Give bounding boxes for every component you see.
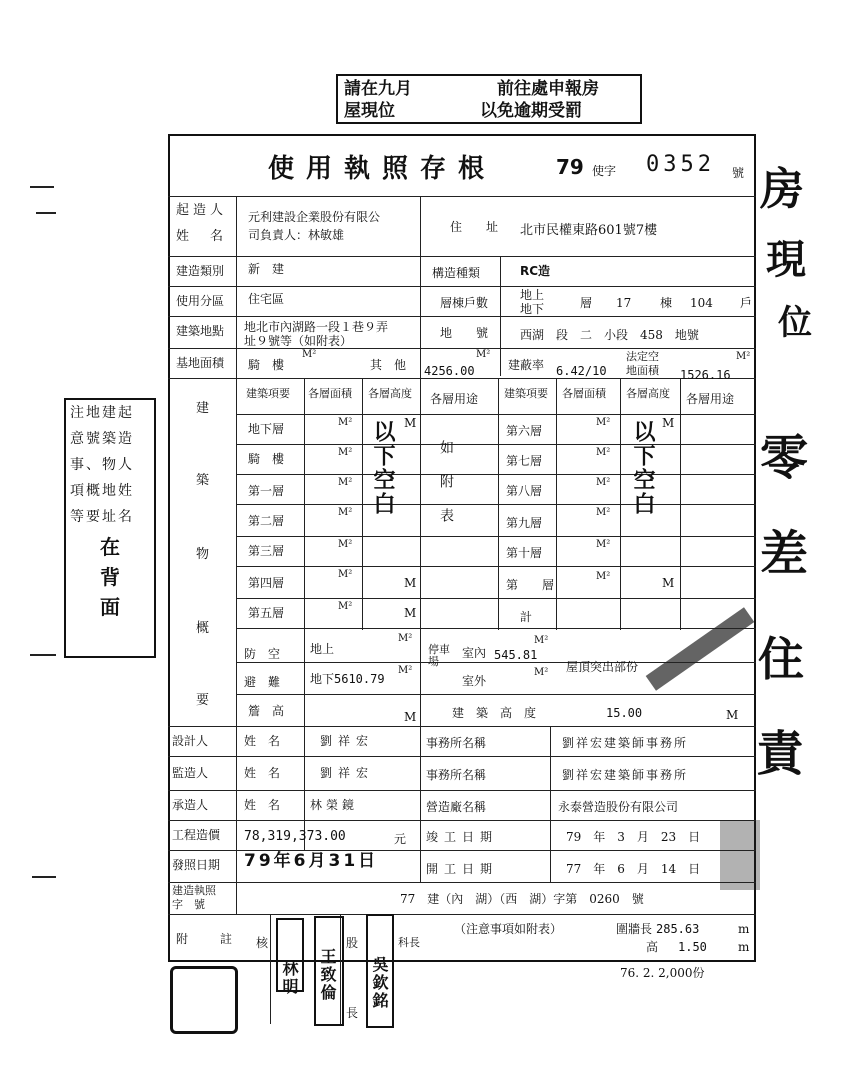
approval-name3: 吳欽銘 — [370, 956, 389, 1010]
left-floor-6: 第四層 — [248, 576, 285, 590]
designer-office: 劉祥宏建築師事務所 — [562, 736, 689, 750]
applicant-line1: 元利建設企業股份有限公 — [248, 210, 381, 224]
area-label: 基地面積 — [176, 356, 225, 370]
corner-seal — [170, 966, 238, 1034]
zone-label: 使用分區 — [176, 294, 225, 308]
unit-m: M — [404, 416, 417, 430]
unit-m2: M² — [338, 447, 353, 458]
floors-count: 17 — [616, 296, 632, 310]
header-area-left: 各層面積 — [308, 387, 352, 400]
legal-space-label2: 地面積 — [626, 364, 659, 377]
designer-name: 劉祥宏 — [320, 734, 375, 748]
left-floor-4: 第二層 — [248, 514, 285, 528]
permit-year: 79 — [556, 155, 584, 179]
designer-label: 設計人 — [172, 734, 209, 748]
site-label: 建築地點 — [176, 324, 225, 338]
shelter-above: 地上 — [310, 642, 335, 656]
household-unit: 戶 — [740, 296, 753, 310]
building-permit-label1: 建造執照 — [172, 884, 216, 897]
header-height-right: 各層高度 — [626, 387, 670, 400]
right-floor-2: 第七層 — [506, 454, 543, 468]
floors-below: 地下 — [520, 302, 545, 316]
unit-m2: M² — [338, 417, 353, 428]
blank-mark-right: 以下空白 — [630, 420, 656, 516]
shelter-label: 防空避難 — [244, 647, 293, 689]
left-floor-7: 第五層 — [248, 606, 285, 620]
contractor-name-label: 姓 名 — [244, 798, 281, 812]
unit-m2: M² — [338, 507, 353, 518]
unit-m2: M² — [534, 667, 549, 678]
attached-mark: 如附表 — [438, 440, 454, 542]
footer-print-count: 76. 2. 2,000份 — [620, 966, 705, 980]
unit-m2: M² — [596, 507, 611, 518]
margin-mark — [30, 186, 54, 188]
remark-note: （注意事項如附表） — [454, 922, 563, 936]
arcade-unit: M² — [302, 349, 317, 360]
unit-m: M — [662, 416, 675, 430]
left-floor-2: 騎 樓 — [248, 452, 285, 466]
left-box-line1: 注地建起 — [70, 405, 134, 421]
right-stamp-char7: 責 — [756, 726, 805, 782]
right-stamp-char4: 零 — [760, 430, 809, 486]
header-item-right: 建築項要 — [504, 387, 548, 400]
issue-label: 發照日期 — [172, 858, 221, 872]
permit-word: 使字 — [592, 164, 617, 178]
right-stamp-char5: 差 — [760, 526, 809, 582]
complete-date: 79 年 3 月 23 日 — [566, 830, 701, 844]
contractor-firm-label: 營造廠名稱 — [426, 800, 487, 814]
right-stamp-char1: 房 — [760, 164, 804, 215]
blank-mark-left: 以下空白 — [370, 420, 396, 516]
margin-mark — [32, 876, 56, 878]
height-label: 高 — [646, 940, 659, 954]
right-stamp-char3: 位 — [778, 303, 812, 343]
households: 104 — [690, 296, 713, 310]
left-notice-box — [64, 398, 156, 658]
designer-office-label: 事務所名稱 — [426, 736, 487, 750]
right-floor-6: 第 層 — [506, 578, 555, 592]
left-box-line7: 背 — [100, 565, 120, 589]
contractor-name: 林榮鏡 — [310, 798, 359, 812]
building-word: 棟 — [660, 296, 673, 310]
legal-space-label1: 法定空 — [626, 350, 659, 363]
wall-length: 285.63 — [656, 922, 700, 936]
side-label-2: 築 — [196, 473, 210, 488]
unit-m: M — [404, 606, 417, 620]
other-value: 4256.00 — [424, 364, 475, 378]
contractor-firm: 永泰營造股份有限公司 — [558, 800, 679, 814]
unit-m2: M² — [596, 447, 611, 458]
right-floor-4: 第九層 — [506, 516, 543, 530]
applicant-name-label: 姓 名 — [176, 229, 228, 244]
approval-name2: 王致倫 — [318, 948, 337, 1002]
floors-unit: 層 — [580, 296, 593, 310]
parking-indoor: 室內 — [462, 646, 487, 660]
applicant-label: 起造人 — [176, 203, 228, 218]
start-label: 開工日期 — [426, 862, 499, 876]
unit-m: M — [404, 710, 417, 724]
right-stamp-char6: 住 — [758, 632, 804, 686]
right-floor-5: 第十層 — [506, 546, 543, 560]
structure-label: 構造種類 — [432, 266, 481, 280]
header-use-right: 各層用途 — [686, 392, 735, 406]
margin-mark — [30, 654, 56, 656]
top-notice-line1: 請在九月 前往處申報房 — [344, 79, 599, 99]
left-box-line3: 事、物人 — [70, 457, 134, 473]
unit-m: M — [726, 708, 739, 722]
coverage-value: 6.42/10 — [556, 364, 607, 378]
shelter-below-value: 5610.79 — [334, 672, 385, 686]
left-box-line6: 在 — [100, 535, 120, 559]
left-box-line4: 項概地姓 — [70, 483, 134, 499]
floors-label: 層棟戶數 — [440, 296, 489, 310]
parking-label: 停車場 — [428, 643, 450, 668]
building-permit-value: 77 建（內 湖）（西 湖）字第 0260 號 — [400, 892, 644, 906]
left-floor-5: 第三層 — [248, 544, 285, 558]
right-floor-1: 第六層 — [506, 424, 543, 438]
wall-unit: m — [738, 922, 750, 936]
approval-section: 科長 — [398, 936, 420, 949]
legal-space-unit: M² — [736, 351, 751, 362]
floors-above: 地上 — [520, 288, 545, 302]
unit-m: M — [662, 576, 675, 590]
unit-m: M — [404, 576, 417, 590]
applicant-line2: 司負責人：林敏雄 — [248, 228, 345, 242]
unit-m2: M² — [534, 635, 549, 646]
address-label: 住 址 — [450, 220, 505, 234]
unit-m2: M² — [596, 477, 611, 488]
header-use-left: 各層用途 — [430, 392, 479, 406]
build-type-value: 新 建 — [248, 262, 285, 276]
unit-m2: M² — [398, 665, 413, 676]
arcade-label: 騎 樓 — [248, 358, 285, 372]
margin-mark — [36, 212, 56, 214]
lot-value: 西湖 段 二 小段 458 地號 — [520, 328, 699, 342]
wall-label: 圍牆長 — [616, 922, 653, 936]
site-line1: 地北市內湖路一段１巷９弄 — [244, 320, 389, 334]
other-unit: M² — [476, 349, 491, 360]
permit-suffix: 號 — [732, 166, 745, 180]
building-height-label: 建 築 高 度 — [452, 706, 537, 720]
wall-height: 1.50 — [678, 940, 707, 954]
structure-value: RC造 — [520, 264, 551, 278]
header-height-left: 各層高度 — [368, 387, 412, 400]
unit-m2: M² — [338, 477, 353, 488]
address-value: 北市民權東路601號7樓 — [520, 223, 658, 238]
side-label-5: 要 — [196, 693, 210, 708]
unit-m2: M² — [398, 633, 413, 644]
unit-m2: M² — [596, 417, 611, 428]
side-label-4: 概 — [196, 621, 210, 636]
build-type-label: 建造類別 — [176, 264, 225, 278]
cost-value: 78,319,373.00 — [244, 829, 346, 844]
approval-c: 長 — [346, 1006, 359, 1020]
parking-outdoor: 室外 — [462, 674, 487, 688]
permit-number: 0352 — [646, 152, 715, 177]
building-height-value: 15.00 — [606, 706, 643, 720]
unit-m2: M² — [338, 601, 353, 612]
coverage-label: 建蔽率 — [508, 358, 545, 372]
top-notice-line2: 屋現位 以免逾期受罰 — [344, 101, 582, 121]
designer-name-label: 姓 名 — [244, 734, 281, 748]
approval-name1: 林明 — [280, 960, 299, 996]
complete-label: 竣工日期 — [426, 830, 499, 844]
legal-space-value: 1526.16 — [680, 368, 731, 382]
unit-m2: M² — [596, 539, 611, 550]
right-floor-3: 第八層 — [506, 484, 543, 498]
roof-label: 屋頂突出部份 — [566, 660, 639, 674]
site-line2: 址９號等（如附表） — [244, 334, 353, 348]
contractor-label: 承造人 — [172, 798, 209, 812]
shelter-below: 地下 — [310, 672, 335, 686]
other-label: 其 他 — [370, 358, 407, 372]
supervisor-label: 監造人 — [172, 766, 209, 780]
eave-label: 簷 高 — [248, 704, 285, 718]
header-area-right: 各層面積 — [562, 387, 606, 400]
right-floor-total: 計 — [520, 610, 533, 624]
supervisor-office-label: 事務所名稱 — [426, 768, 487, 782]
wall-height-unit: m — [738, 940, 750, 954]
approval-b: 股 — [346, 936, 359, 950]
left-floor-3: 第一層 — [248, 484, 285, 498]
supervisor-name-label: 姓 名 — [244, 766, 281, 780]
building-permit-label2: 字 號 — [172, 898, 205, 911]
scan-smudge — [720, 820, 760, 890]
approval-a: 核 — [256, 936, 269, 950]
supervisor-name: 劉祥宏 — [320, 766, 375, 780]
unit-m2: M² — [596, 571, 611, 582]
right-stamp-char2: 現 — [766, 237, 806, 283]
left-box-line5: 等要址名 — [70, 509, 134, 525]
unit-m2: M² — [338, 539, 353, 550]
header-item-left: 建築項要 — [246, 387, 290, 400]
top-notice-stamp — [336, 74, 642, 124]
start-date: 77 年 6 月 14 日 — [566, 862, 701, 876]
remark-label: 附 註 — [176, 932, 243, 946]
side-label-3: 物 — [196, 547, 210, 562]
cost-label: 工程造價 — [172, 828, 221, 842]
unit-m2: M² — [338, 569, 353, 580]
document-title: 使用執照存根 — [268, 154, 497, 184]
cost-unit: 元 — [394, 832, 407, 846]
issue-date: 79年6月31日 — [244, 851, 379, 871]
lot-label: 地 號 — [440, 326, 495, 340]
side-label-1: 建 — [196, 401, 210, 416]
supervisor-office: 劉祥宏建築師事務所 — [562, 768, 689, 782]
left-floor-1: 地下層 — [248, 422, 285, 436]
parking-indoor-value: 545.81 — [494, 648, 538, 662]
zone-value: 住宅區 — [248, 292, 285, 306]
left-box-line2: 意號築造 — [70, 431, 134, 447]
left-box-line8: 面 — [100, 595, 120, 619]
